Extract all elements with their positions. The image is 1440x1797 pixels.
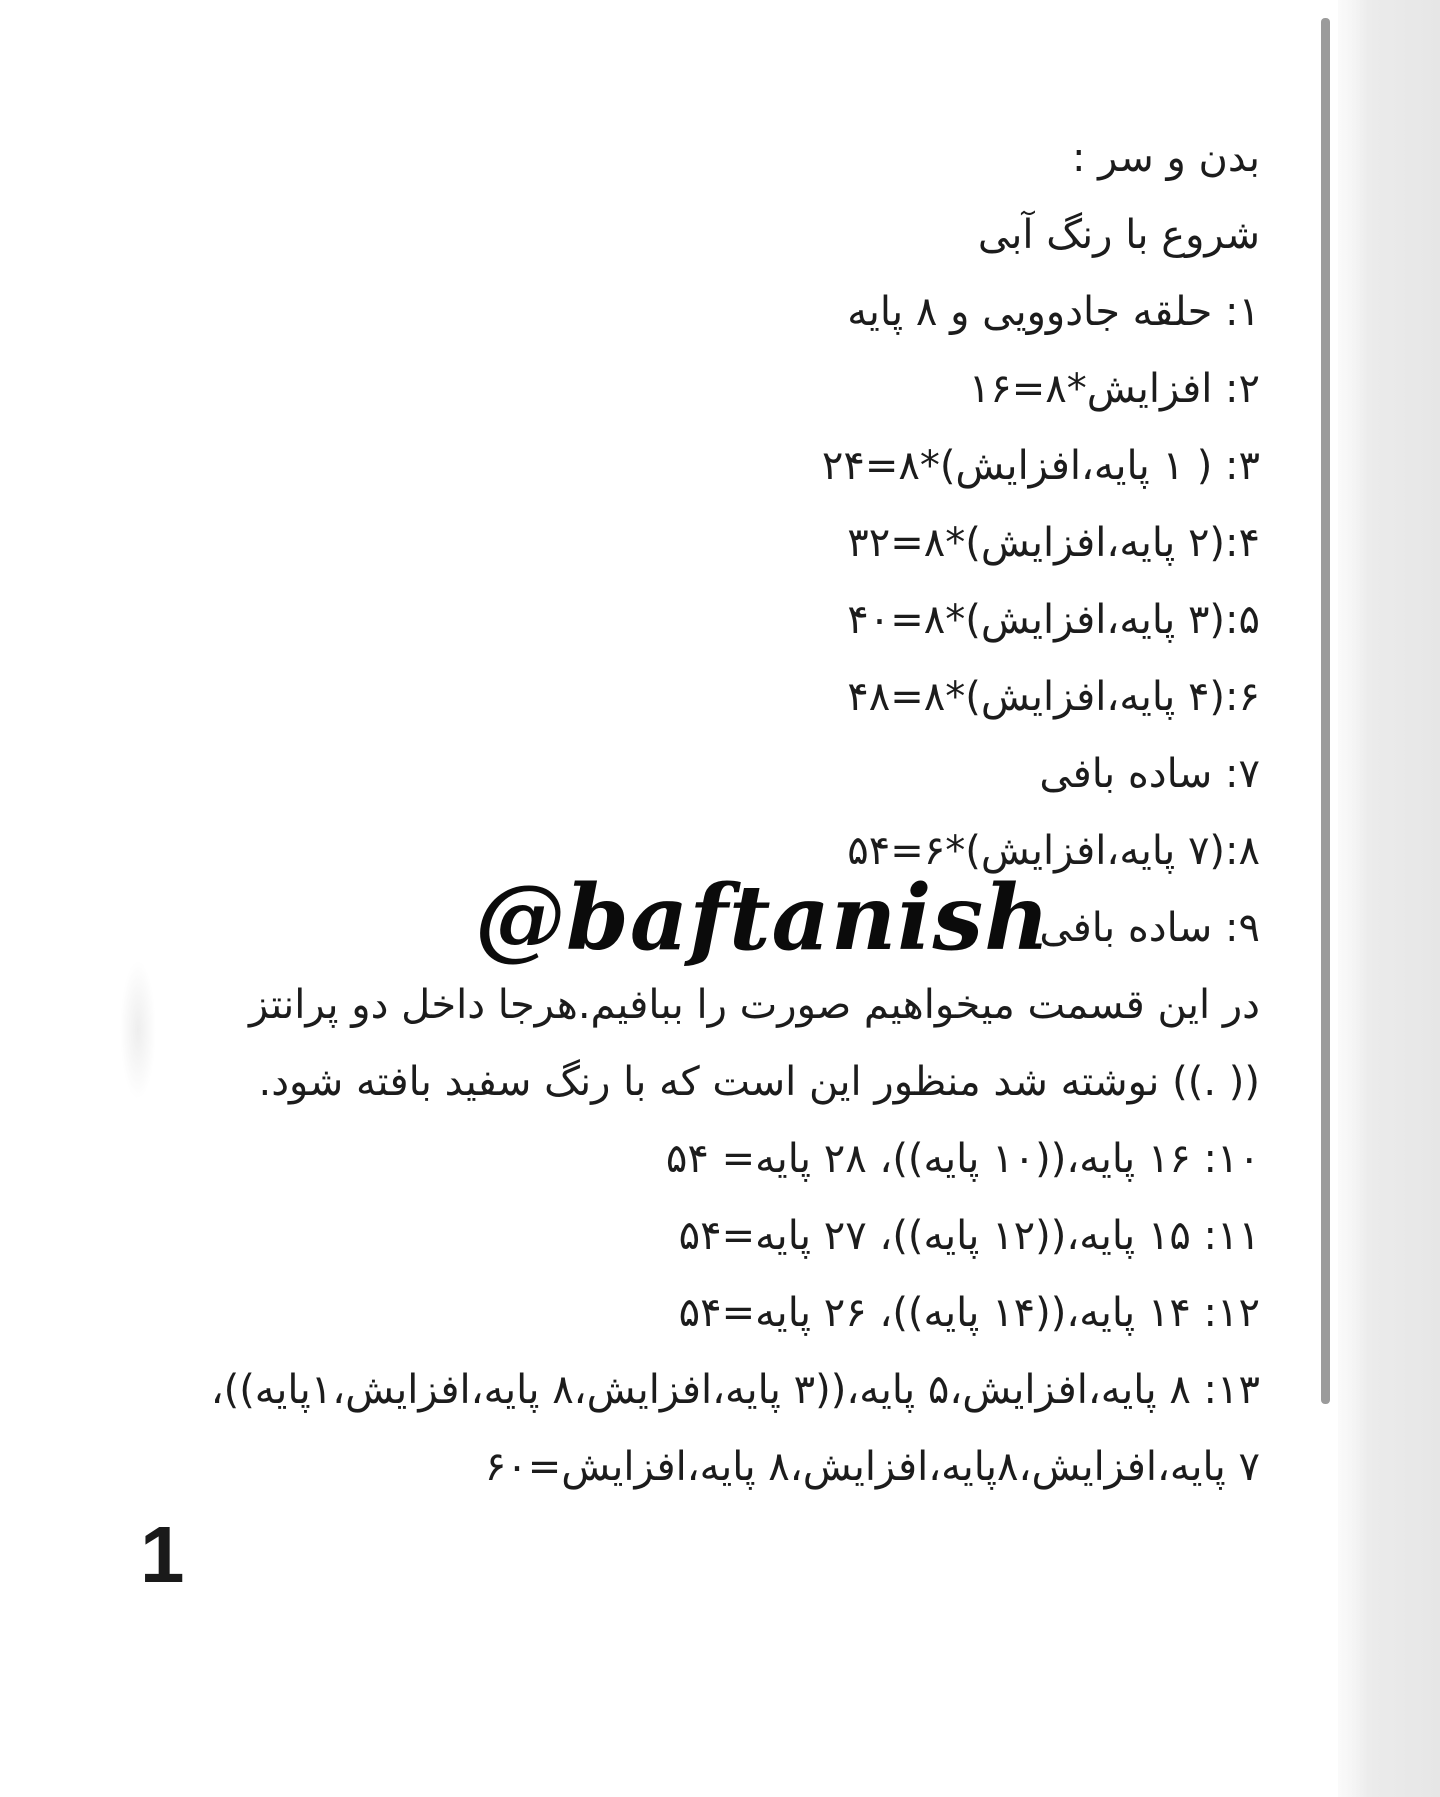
round-9: ۹: ساده بافی <box>1039 905 1260 951</box>
round-4: ۴:(۲ پایه،افزایش)*۸=۳۲ <box>847 520 1260 566</box>
round-12: ۱۲: ۱۴ پایه،((۱۴ پایه))، ۲۶ پایه=۵۴ <box>678 1290 1260 1336</box>
left-shadow <box>120 960 156 1100</box>
round-8: ۸:(۷ پایه،افزایش)*۶=۵۴ <box>847 828 1260 874</box>
start-color-line: شروع با رنگ آبی <box>977 212 1260 258</box>
right-blurred-edge <box>1338 0 1440 1797</box>
round-5: ۵:(۳ پایه،افزایش)*۸=۴۰ <box>847 597 1260 643</box>
round-1: ۱: حلقه جادوویی و ۸ پایه <box>847 289 1260 335</box>
round-10: ۱۰: ۱۶ پایه،((۱۰ پایه))، ۲۸ پایه= ۵۴ <box>665 1136 1260 1182</box>
round-11: ۱۱: ۱۵ پایه،((۱۲ پایه))، ۲۷ پایه=۵۴ <box>678 1213 1260 1259</box>
round-13: ۱۳: ۸ پایه،افزایش،۵ پایه،((۳ پایه،افزایش،۸ پایه،افزایش،۱پایه))، ۷ پایه،افزایش،۸پایه،افزایش،۸ پایه،افزایش=۶۰ <box>210 1367 1260 1490</box>
round-2: ۲: افزایش*۸=۱۶ <box>968 366 1260 412</box>
page-number: 1 <box>140 1510 185 1599</box>
round-3: ۳: ( ۱ پایه،افزایش)*۸=۲۴ <box>821 443 1260 489</box>
pattern-text <box>210 120 1260 1506</box>
face-instructions: در این قسمت میخواهیم صورت را ببافیم.هرجا داخل دو پرانتز (( .)) نوشته شد منظور این است که با رنگ سفید بافته شود. <box>248 982 1260 1105</box>
round-7: ۷: ساده بافی <box>1039 751 1260 797</box>
scrollbar[interactable] <box>1321 18 1330 1404</box>
watermark-handle: @baftanish <box>475 865 1051 971</box>
round-6: ۶:(۴ پایه،افزایش)*۸=۴۸ <box>847 674 1260 720</box>
section-heading: بدن و سر : <box>1071 135 1260 181</box>
